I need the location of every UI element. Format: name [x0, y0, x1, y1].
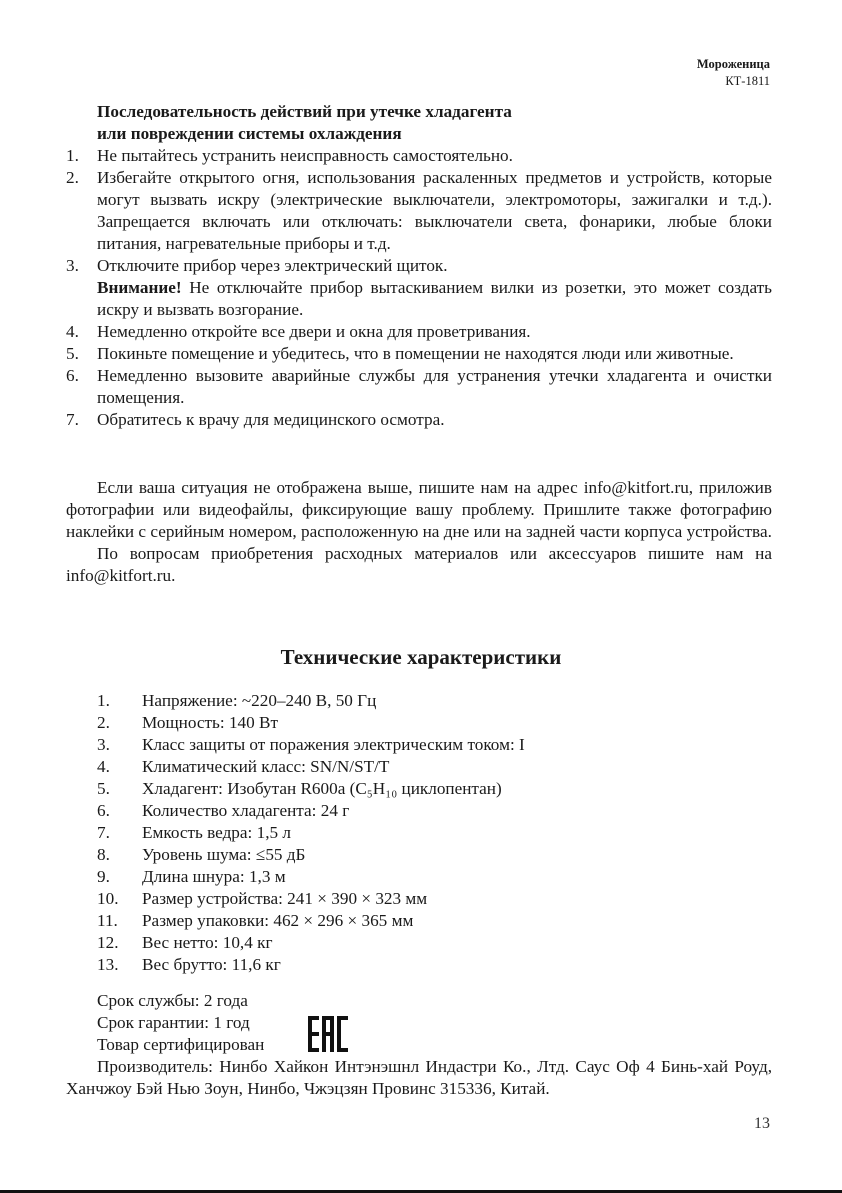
list-item [66, 321, 772, 343]
page-header [697, 56, 770, 90]
spec-text: Мощность: 140 Вт [142, 713, 279, 732]
warning-label: Внимание! [97, 278, 182, 297]
leak-steps-list [66, 145, 772, 431]
manufacturer-info: Производитель: Нинбо Хайкон Интэнэшнл Индастри Ко., Лтд. Саус Оф 4 Бинь-хай Роуд, Ханчжоу Бэй Нью Зоун, Нинбо, Чжэцзян Провинс 315336, Китай. [66, 1057, 772, 1098]
accessories-paragraph: По вопросам приобретения расходных материалов или аксессуаров пишите нам на info@kitfort.ru. [66, 544, 772, 585]
spec-text: Уровень шума: ≤55 дБ [142, 845, 306, 864]
page-number: 13 [754, 1115, 770, 1132]
list-item [66, 409, 772, 431]
spec-number: 9. [97, 867, 110, 886]
warning-paragraph [97, 277, 772, 321]
leak-section-title [97, 101, 512, 145]
spec-number: 7. [97, 823, 110, 842]
spec-row [97, 822, 525, 844]
spec-row [97, 910, 525, 932]
spec-row [97, 734, 525, 756]
item-text: Покиньте помещение и убедитесь, что в помещении не находятся люди или животные. [97, 344, 734, 363]
contact-block [66, 477, 772, 587]
spec-row [97, 954, 525, 976]
service-life: Срок службы: 2 года [97, 991, 248, 1010]
list-item [66, 365, 772, 409]
spec-text: Длина шнура: 1,3 м [142, 867, 286, 886]
spec-row [97, 756, 525, 778]
spec-number: 3. [97, 735, 110, 754]
item-number: 2. [66, 168, 79, 187]
item-text: Немедленно откройте все двери и окна для проветривания. [97, 322, 531, 341]
spec-row [97, 844, 525, 866]
item-text: Немедленно вызовите аварийные службы для устранения утечки хладагента и очистки помещения. [97, 366, 772, 407]
warranty-period: Срок гарантии: 1 год [97, 1013, 250, 1032]
leak-title-line2: или повреждении системы охлаждения [97, 124, 402, 143]
warning-text: Не отключайте прибор вытаскиванием вилки из розетки, это может создать искру и вызвать возгорание. [97, 278, 772, 319]
spec-text: Напряжение: ~220–240 В, 50 Гц [142, 691, 377, 710]
spec-number: 4. [97, 757, 110, 776]
item-text: Не пытайтесь устранить неисправность самостоятельно. [97, 146, 513, 165]
service-info [97, 990, 264, 1056]
spec-number: 5. [97, 779, 110, 798]
spec-number: 1. [97, 691, 110, 710]
spec-text: Класс защиты от поражения электрическим током: I [142, 735, 525, 754]
eac-mark-icon [307, 1015, 349, 1053]
spec-text: Количество хладагента: 24 г [142, 801, 350, 820]
list-item [66, 145, 772, 167]
spec-row [97, 866, 525, 888]
item-number: 1. [66, 146, 79, 165]
item-number: 6. [66, 366, 79, 385]
item-number: 3. [66, 256, 79, 275]
spec-row [97, 690, 525, 712]
spec-number: 2. [97, 713, 110, 732]
item-text: Отключите прибор через электрический щиток. [97, 256, 448, 275]
spec-row [97, 888, 525, 910]
spec-text: Размер упаковки: 462 × 296 × 365 мм [142, 911, 414, 930]
spec-number: 13. [97, 955, 119, 974]
spec-row [97, 932, 525, 954]
item-number: 5. [66, 344, 79, 363]
leak-title-line1: Последовательность действий при утечке хладагента [97, 102, 512, 121]
item-number: 4. [66, 322, 79, 341]
item-text-block [97, 255, 772, 321]
item-text: Обратитесь к врачу для медицинского осмотра. [97, 410, 445, 429]
spec-number: 6. [97, 801, 110, 820]
certified-label: Товар сертифицирован [97, 1035, 265, 1054]
spec-text: Климатический класс: SN/N/ST/T [142, 757, 390, 776]
spec-text: Размер устройства: 241 × 390 × 323 мм [142, 889, 428, 908]
spec-row [97, 778, 525, 800]
item-text: Избегайте открытого огня, использования раскаленных предметов и устройств, которые могут вызвать искру (электрические выключатели, электромоторы, зажигалки и т.д.). Запрещается включать или отключать: выключатели света, фонарики, любые блоки питания, нагревательные приборы и т.д. [97, 168, 772, 253]
spec-row [97, 712, 525, 734]
spec-number: 10. [97, 889, 119, 908]
spec-text: Хладагент: Изобутан R600a (C₅H₁₀ циклопентан) [142, 779, 502, 798]
list-item [66, 255, 772, 321]
product-name: Мороженица [696, 57, 770, 71]
spec-row [97, 800, 525, 822]
specs-title: Технические характеристики [280, 645, 562, 669]
spec-number: 12. [97, 933, 119, 952]
list-item [66, 167, 772, 255]
spec-number: 8. [97, 845, 110, 864]
spec-text: Вес брутто: 11,6 кг [142, 955, 281, 974]
item-number: 7. [66, 410, 79, 429]
specs-list [97, 690, 525, 976]
spec-number: 11. [97, 911, 118, 930]
model-number: КТ-1811 [725, 74, 770, 88]
list-item [66, 343, 772, 365]
contact-paragraph: Если ваша ситуация не отображена выше, пишите нам на адрес info@kitfort.ru, приложив фотографии или видеофайлы, фиксирующие вашу проблему. Пришлите также фотографию наклейки с серийным номером, расположенную на дне или на задней части корпуса устройства. [66, 478, 772, 541]
spec-text: Емкость ведра: 1,5 л [142, 823, 291, 842]
spec-text: Вес нетто: 10,4 кг [142, 933, 273, 952]
